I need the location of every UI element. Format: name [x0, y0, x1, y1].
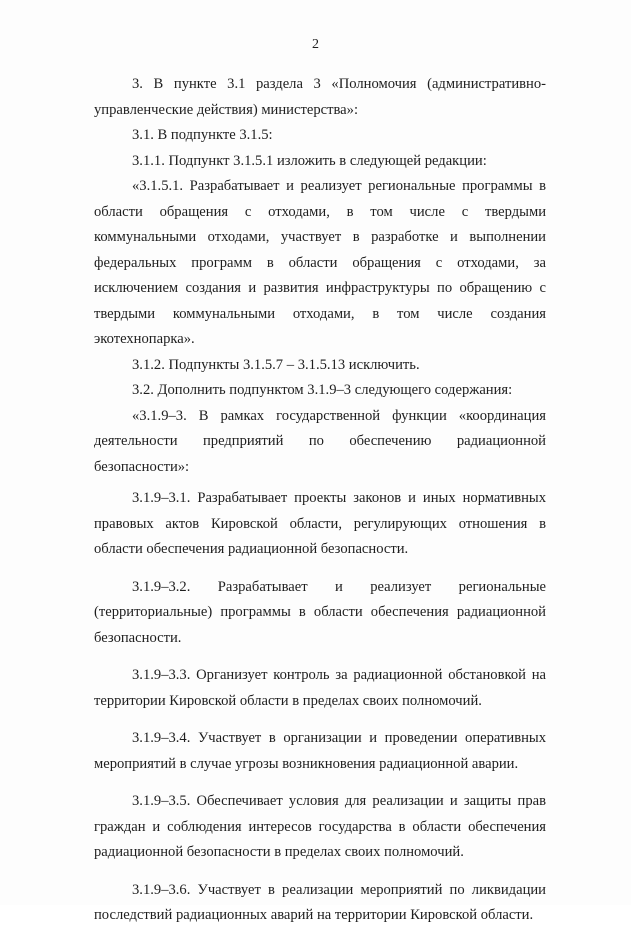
paragraph-3-1-9-3-1: 3.1.9–3.1. Разрабатывает проекты законов и иных нормативных правовых актов Кировской области, регулирующих отношения в области обеспечения радиационной безопасности.	[94, 490, 546, 557]
paragraph-3-1-9-3-6: 3.1.9–3.6. Участвует в реализации мероприятий по ликвидации последствий радиационных аварий на территории Кировской области.	[94, 881, 546, 923]
paragraph-quote-3-1-9-3: «3.1.9–3. В рамках государственной функции «координация деятельности предприятий по обеспечению радиационной безопасности»:	[94, 407, 546, 475]
page-number: 2	[312, 37, 319, 52]
paragraph-item-3: 3. В пункте 3.1 раздела 3 «Полномочия (административно-управленческие действия) министерства»:	[94, 76, 546, 118]
paragraph-subitem-3-1-1: 3.1.1. Подпункт 3.1.5.1 изложить в следующей редакции:	[132, 152, 487, 169]
paragraph-3-1-9-3-3: 3.1.9–3.3. Организует контроль за радиационной обстановкой на территории Кировской области в пределах своих полномочий.	[94, 667, 546, 709]
paragraph-subitem-3-1-2: 3.1.2. Подпункты 3.1.5.7 – 3.1.5.13 исключить.	[132, 356, 420, 373]
paragraph-3-1-9-3-2: 3.1.9–3.2. Разрабатывает и реализует региональные (территориальные) программы в области обеспечения радиационной безопасности.	[94, 578, 546, 646]
paragraph-subitem-3-1: 3.1. В подпункте 3.1.5:	[132, 127, 273, 143]
paragraph-subitem-3-2: 3.2. Дополнить подпунктом 3.1.9–3 следующего содержания:	[132, 382, 513, 398]
paragraph-3-1-9-3-5: 3.1.9–3.5. Обеспечивает условия для реализации и защиты прав граждан и соблюдения интересов государства в области обеспечения радиационной безопасности в пределах своих полномочий.	[94, 793, 546, 860]
document-body	[94, 72, 546, 929]
paragraph-3-1-9-3-4: 3.1.9–3.4. Участвует в организации и проведении оперативных мероприятий в случае угрозы возникновения радиационной аварии.	[94, 730, 546, 772]
paragraph-quote-3-1-5-1: «3.1.5.1. Разрабатывает и реализует региональные программы в области обращения с отходами, в том числе с твердыми коммунальными отходами, участвует в разработке и выполнении федеральных программ в области обращения с отходами, за исключением создания и развития инфраструктуры по обращению с твердыми коммунальными отходами, в том числе создания экотехнопарка».	[94, 178, 546, 347]
